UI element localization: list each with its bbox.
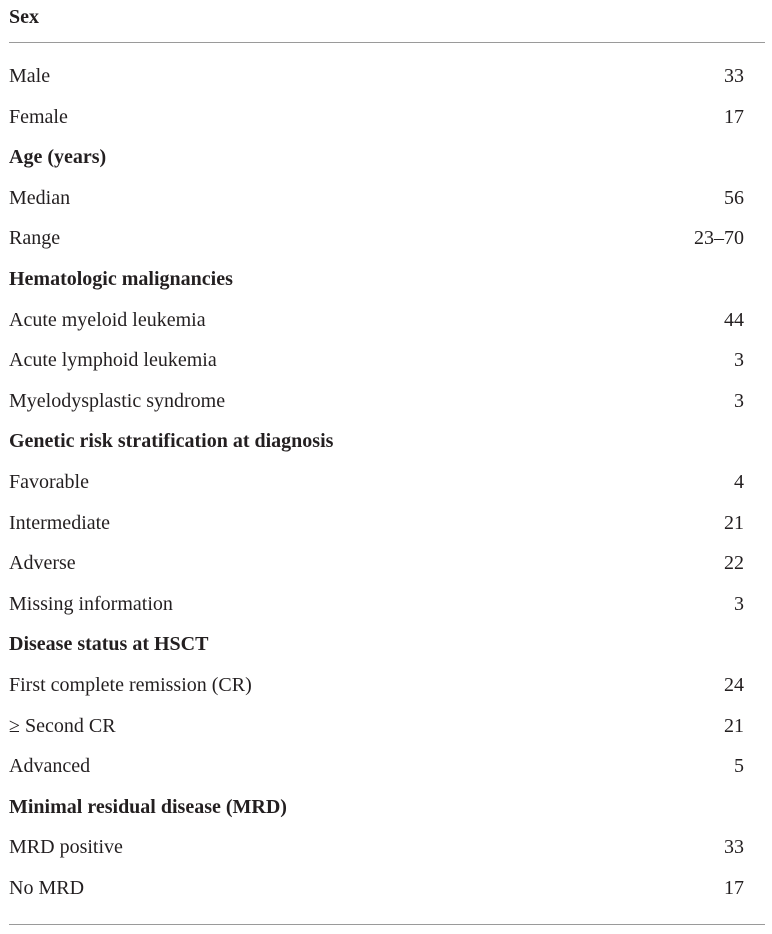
row-value: 3 — [734, 389, 744, 412]
row-label: Adverse — [9, 552, 76, 575]
row-value: 21 — [724, 511, 744, 534]
row-label: Male — [9, 65, 51, 87]
row-label: MRD positive — [9, 836, 123, 859]
row-label: Range — [9, 227, 61, 250]
row-label: Acute myeloid leukemia — [9, 308, 206, 331]
table-bottom-rule — [9, 924, 765, 925]
row-label: ≥ Second CR — [9, 714, 116, 737]
table-row — [9, 224, 744, 252]
table-row — [9, 671, 744, 699]
table-row — [9, 874, 744, 902]
row-label: Advanced — [9, 755, 91, 778]
table-row — [9, 712, 744, 740]
table-row — [9, 387, 744, 415]
row-label: First complete remission (CR) — [9, 674, 252, 696]
table-row — [9, 590, 744, 618]
group-heading-label: Minimal residual disease (MRD) — [9, 795, 287, 818]
row-label: No MRD — [9, 877, 85, 899]
group-heading-label: Disease status at HSCT — [9, 633, 209, 656]
row-value: 22 — [724, 552, 744, 575]
row-value: 33 — [724, 836, 744, 859]
table-row — [9, 752, 744, 780]
row-value: 3 — [734, 592, 744, 615]
table-row — [9, 833, 744, 861]
row-label: Median — [9, 186, 71, 209]
table-row — [9, 103, 744, 131]
group-heading-label: Age (years) — [9, 146, 107, 169]
group-heading-row — [9, 143, 744, 171]
row-value: 5 — [734, 755, 744, 778]
table-row — [9, 184, 744, 212]
table-row — [9, 509, 744, 537]
group-heading-label: Genetic risk stratification at diagnosis — [9, 430, 334, 453]
row-value: 4 — [734, 471, 744, 493]
row-value: 21 — [724, 714, 744, 737]
table-row — [9, 346, 744, 374]
row-value: 56 — [724, 186, 744, 209]
row-label: Favorable — [9, 471, 89, 493]
row-value: 24 — [724, 674, 744, 696]
header-divider — [9, 42, 765, 43]
row-value: 17 — [724, 105, 744, 128]
group-heading-row — [9, 630, 744, 658]
table-row — [9, 306, 744, 334]
row-label: Intermediate — [9, 511, 111, 534]
table-row — [9, 549, 744, 577]
group-heading-row — [9, 265, 744, 293]
row-label: Myelodysplastic syndrome — [9, 389, 226, 412]
table-row — [9, 468, 744, 496]
row-value: 17 — [724, 877, 744, 899]
row-value: 33 — [724, 65, 744, 87]
group-heading-row — [9, 427, 744, 455]
group-heading-label: Hematologic malignancies — [9, 268, 233, 290]
group-heading-row — [9, 793, 744, 821]
row-value: 3 — [734, 349, 744, 372]
table-header-sex: Sex — [9, 6, 39, 28]
row-label: Acute lymphoid leukemia — [9, 349, 217, 372]
row-label: Female — [9, 105, 68, 128]
table-row — [9, 62, 744, 90]
row-value: 23–70 — [694, 227, 744, 250]
row-label: Missing information — [9, 592, 173, 615]
row-value: 44 — [724, 308, 744, 331]
